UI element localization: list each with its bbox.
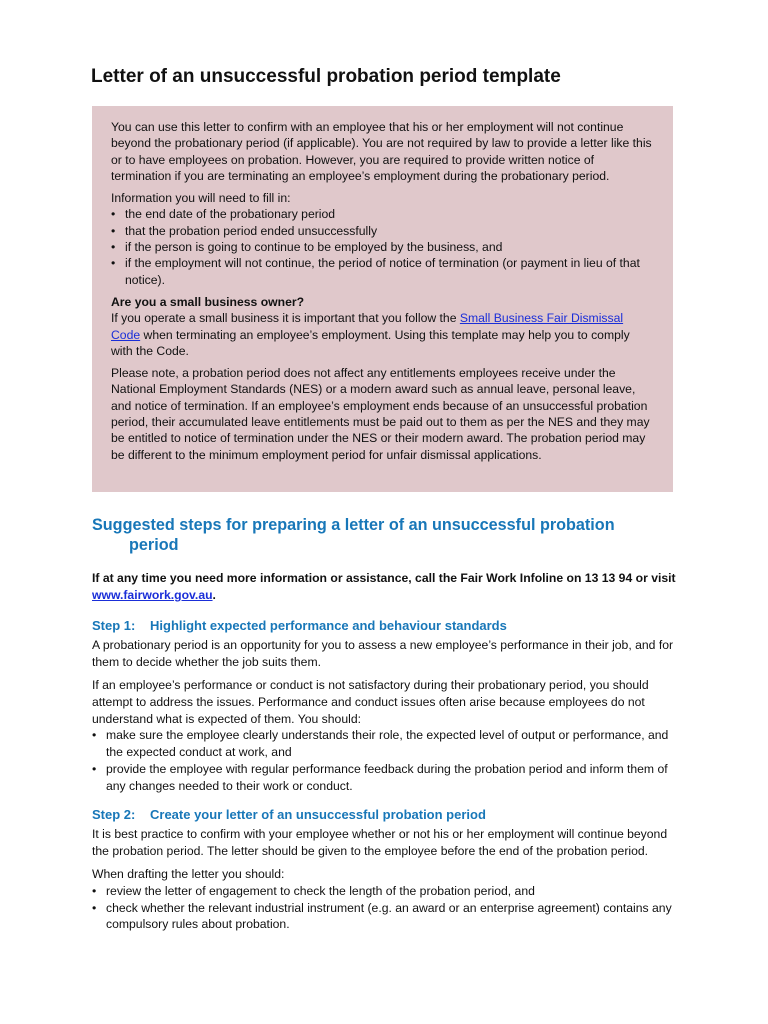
step1-heading bbox=[92, 618, 684, 635]
list-item: • if the employment will not continue, the period of notice of termination (or payment in lieu of that notice). bbox=[111, 255, 654, 288]
list-item: • the end date of the probationary period bbox=[111, 206, 654, 222]
fairwork-link[interactable]: www.fairwork.gov.au bbox=[92, 587, 213, 602]
list-item: • review the letter of engagement to check the length of the probation period, and bbox=[92, 883, 684, 900]
section-heading bbox=[92, 515, 692, 555]
fill-in-heading: Information you will need to fill in: bbox=[111, 191, 291, 206]
info-note: Please note, a probation period does not affect any entitlements employees receive under the National Employment Standards (NES) or a modern award such as annual leave, personal leave, and notice of termination. If an employee’s employment ends because of an unsuccessful probation period, their accumulated leave entitlements must be paid out to them as per the NES and they may be entitled to notice of termination under the NES or their modern award. The probation period may be different to the minimum employment period for unfair dismissal applications. bbox=[111, 366, 650, 462]
infoline-text: If at any time you need more information or assistance, call the Fair Work Infoline on 13 13 94 or visit bbox=[92, 571, 676, 585]
small-business-text-after: when terminating an employee’s employment. Using this template may help you to comply with the Code. bbox=[111, 327, 630, 358]
infoline-paragraph bbox=[92, 570, 684, 604]
step2-para1: It is best practice to confirm with your employee whether or not his or her employment will continue beyond the probation period. The letter should be given to the employee before the end of the probation period. bbox=[92, 827, 668, 859]
step1-number: Step 1: bbox=[92, 617, 136, 633]
step2-title: Create your letter of an unsuccessful probation period bbox=[150, 806, 486, 822]
list-item: • check whether the relevant industrial instrument (e.g. an award or an enterprise agreement) contains any compulsory rules about probation. bbox=[92, 900, 684, 934]
document-body bbox=[92, 570, 684, 945]
list-item: • make sure the employee clearly understands their role, the expected level of output or performance, and the expected conduct at work, and bbox=[92, 727, 684, 761]
fair-dismissal-code-link[interactable]: Small Business Fair Dismissal Code bbox=[111, 311, 624, 342]
step2-heading bbox=[92, 807, 684, 824]
step1-para2: If an employee’s performance or conduct is not satisfactory during their probationary period, you should attempt to address the issues. Performance and conduct issues often arise because employees do not understand what is expected of them. You should: bbox=[92, 677, 649, 726]
list-item: • that the probation period ended unsuccessfully bbox=[111, 223, 654, 239]
infoline-end: . bbox=[212, 587, 216, 602]
small-business-text bbox=[111, 310, 654, 359]
step2-para2: When drafting the letter you should: bbox=[92, 866, 285, 881]
info-box bbox=[92, 106, 673, 492]
step2-number: Step 2: bbox=[92, 806, 136, 822]
step1-title: Highlight expected performance and behaviour standards bbox=[150, 617, 507, 633]
small-business-text-before: If you operate a small business it is important that you follow the bbox=[111, 311, 460, 326]
step2-list bbox=[92, 883, 684, 933]
step1-list bbox=[92, 727, 684, 794]
fill-in-list bbox=[111, 206, 654, 287]
list-item: • provide the employee with regular performance feedback during the probation period and inform them of any changes needed to their work or conduct. bbox=[92, 761, 684, 795]
info-intro: You can use this letter to confirm with an employee that his or her employment will not continue beyond the probationary period (if applicable). You are not required by law to provide a letter like this or to have employees on probation. However, you are required to provide written notice of termination if you are terminating an employee’s employment during the probationary period. bbox=[111, 120, 652, 183]
small-business-heading: Are you a small business owner? bbox=[111, 294, 305, 309]
section-heading-line1: Suggested steps for preparing a letter of an unsuccessful probation bbox=[92, 516, 615, 534]
section-heading-line2: period bbox=[129, 536, 179, 554]
list-item: • if the person is going to continue to be employed by the business, and bbox=[111, 239, 654, 255]
page-title: Letter of an unsuccessful probation period template bbox=[91, 66, 561, 87]
step1-para1: A probationary period is an opportunity for you to assess a new employee’s performance in their job, and for them to decide whether the job suits them. bbox=[92, 638, 674, 670]
